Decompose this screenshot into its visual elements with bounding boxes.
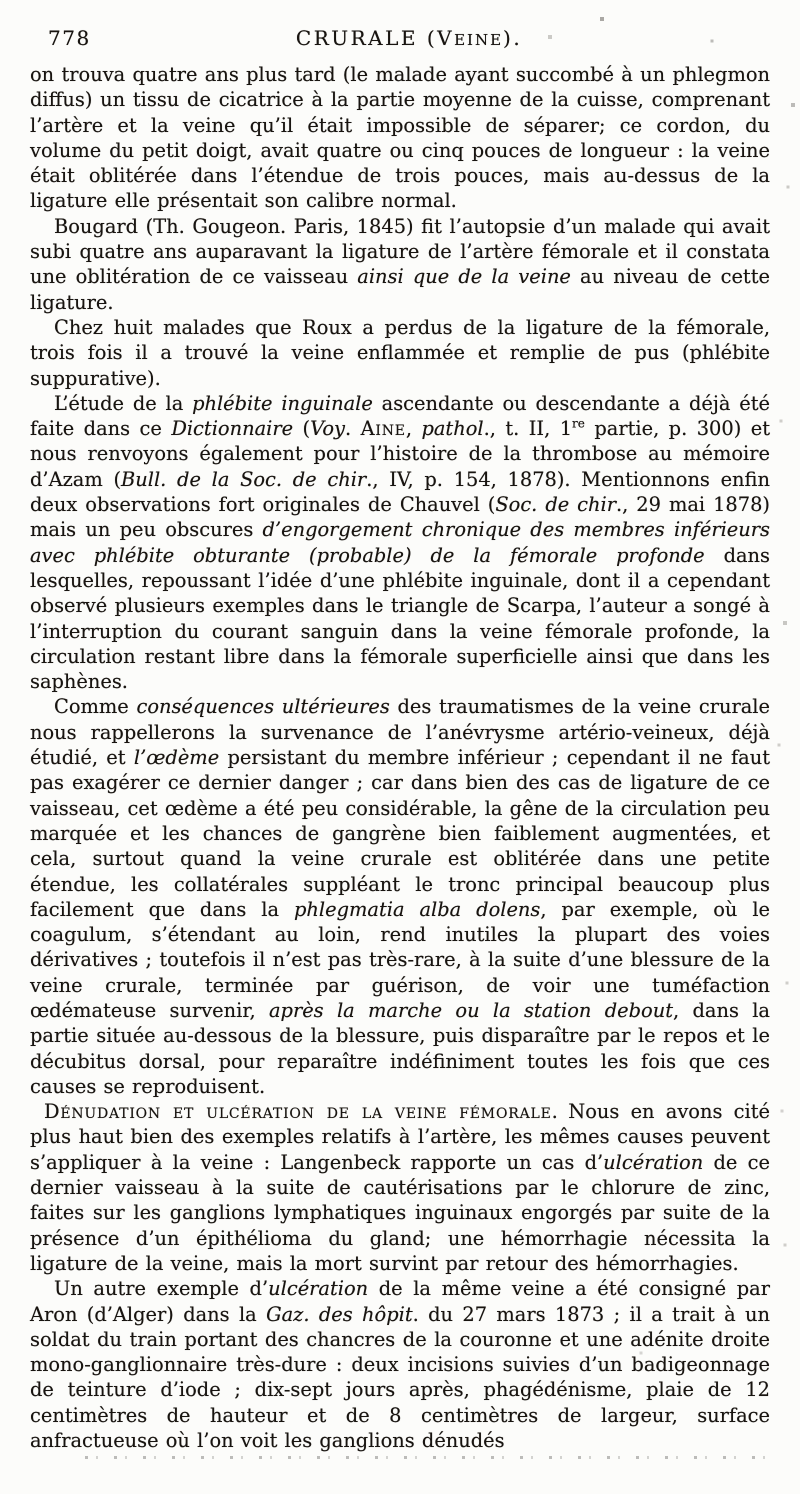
paragraph-6 [30, 1099, 770, 1276]
paragraph-2 [30, 214, 770, 315]
text-segment: pathol [421, 417, 484, 441]
scan-artifact-dotted-line [85, 1456, 773, 1459]
text-segment: phlébite inguinale [192, 391, 373, 415]
paragraph-1 [30, 62, 770, 214]
paragraph-4 [30, 391, 770, 695]
text-segment: ( [293, 417, 311, 441]
text-segment: Bougard (Th. Gougeon. Paris, 1845) fit l’autopsie d’un malade qui avait subi quatre ans auparavant la ligature de l’artère fémorale et il constata une oblitération de ce vaisseau [30, 214, 770, 289]
text-segment: on trouva quatre ans plus tard (le malade ayant succombé à un phlegmon diffus) un tissu de cicatrice à la partie moyenne de la cuisse, comprenant l’artère et la veine qu’il était impossible de séparer; ce cordon, du volume du petit doigt, avait quatre ou cinq pouces de longueur : la veine était oblitérée dans l’étendue de trois pouces, mais au-dessus de la ligature elle présentait son calibre normal. [30, 63, 770, 213]
scan-artifact-specks [0, 0, 2, 2]
text-segment: , dans la partie située au-dessous de la blessure, puis disparaître par le repos et le décubitus dorsal, pour reparaître indéfiniment toutes les fois que ces causes se reproduisent. [30, 998, 770, 1098]
text-segment: l’œdème [133, 746, 220, 770]
text-segment: Dénudation et ulcération de la veine fémorale. [44, 1100, 559, 1124]
page-body [30, 62, 770, 1453]
text-segment: Soc. de chir [495, 493, 616, 517]
text-segment: ascendante ou descendante a déjà été faite dans ce [30, 391, 770, 441]
running-title-smallcaps: EINE [454, 31, 504, 49]
text-segment: Gaz. des hôpit [266, 1302, 413, 1326]
paragraph-7 [30, 1276, 770, 1453]
page-header [30, 24, 770, 54]
text-segment: ulcération [603, 1150, 704, 1174]
text-segment: Nous en avons cité plus haut bien des exemples relatifs à l’artère, les mêmes causes peuvent s’appliquer à la veine : Langenbeck rapporte un cas d’ [30, 1100, 770, 1174]
text-segment: ., 29 mai 1878) mais un peu obscures [30, 493, 770, 542]
text-segment: . [344, 417, 361, 441]
text-segment: Un autre exemple d’ [54, 1277, 269, 1301]
text-segment: au niveau de cette ligature. [30, 265, 770, 314]
text-segment: , par exemple, où le coagulum, s’étendant au loin, rend inutiles la plupart des voies dérivatives ; toutefois il n’est pas très-rare, à la suite d’une blessure de la veine crurale, terminée par guérison, de voir une tuméfaction œdémateuse survenir, [30, 897, 770, 1022]
text-segment: phlegmatia alba dolens [294, 897, 541, 921]
running-title-end: ). [503, 26, 523, 50]
text-segment: ., t. II, 1 [483, 417, 573, 441]
text-segment: re [572, 416, 585, 431]
text-segment: Chez huit malades que Roux a perdus de la ligature de la fémorale, trois fois il a trouvé la veine enflammée et remplie de pus (phlébite suppurative). [30, 315, 770, 390]
text-segment: Aine [360, 417, 406, 441]
page-number: 778 [48, 26, 91, 50]
text-segment: Comme [54, 695, 137, 719]
text-segment: de ce dernier vaisseau à la suite de cautérisations par le chlorure de zinc, faites sur les ganglions lymphatiques inguinaux engorgés par suite de la présence d’un épithélioma du gland; une hémorrhagie nécessita la ligature de la veine, mais la mort survint par retour des hémorrhagies. [30, 1150, 770, 1275]
text-segment: persistant du membre inférieur ; cependant il ne faut pas exagérer ce dernier danger ; car dans bien des cas de ligature de ce vaisseau, cet œdème a été peu considérable, la gêne de la circulation peu marquée et les chances de gangrène bien faiblement augmentées, et cela, surtout quand la veine crurale est oblitérée dans une petite étendue, les collatérales suppléant le tronc principal beaucoup plus facilement que dans la [30, 746, 770, 921]
text-segment: partie, p. 300) et nous renvoyons également pour l’histoire de la thrombose au mémoire d’Azam ( [30, 417, 771, 491]
running-title [296, 26, 522, 50]
text-segment: dans lesquelles, repoussant l’idée d’une phlébite inguinale, dont il a cependant observé plusieurs exemples dans le triangle de Scarpa, l’auteur a songé à l’interruption du courant sanguin dans la veine fémorale profonde, la circulation restant libre dans la fémorale superficielle ainsi que dans les saphènes. [30, 543, 770, 694]
text-segment: ulcération [268, 1277, 369, 1301]
text-segment: après la marche ou la station debout [268, 998, 674, 1022]
text-segment: Bull. de la Soc. de chir [121, 467, 367, 491]
running-title-main: CRURALE (V [295, 26, 455, 50]
paragraph-3 [30, 315, 770, 391]
text-segment: Dictionnaire [171, 417, 294, 441]
text-segment: des traumatismes de la veine crurale nous rappellerons la survenance de l’anévrysme artério-veineux, déjà étudié, et [30, 695, 770, 770]
text-segment: , [405, 417, 422, 441]
text-segment: d’engorgement chronique des membres inférieurs avec phlébite obturante (probable) de la fémorale profonde [30, 518, 770, 567]
text-segment: ainsi que de la veine [357, 265, 571, 289]
text-segment: . du 27 mars 1873 ; il a trait à un soldat du train portant des chancres de la couronne et une adénite droite mono-ganglionnaire très-dure : deux incisions suivies d’un badigeonnage de teinture d’iode ; dix-sept jours après, phagédénisme, plaie de 12 centimètres de hauteur et de 8 centimètres de largeur, surface anfractueuse où l’on voit les ganglions dénudés [30, 1302, 771, 1453]
text-segment: L’étude de la [54, 391, 193, 415]
paragraph-5 [30, 694, 770, 1099]
text-segment: ., IV, p. 154, 1878). Mentionnons enfin deux observations fort originales de Chauvel ( [30, 467, 770, 517]
text-segment: conséquences ultérieures [136, 695, 390, 719]
text-segment: de la même veine a été consigné par Aron (d’Alger) dans la [30, 1277, 770, 1326]
text-segment: Voy [310, 417, 345, 441]
